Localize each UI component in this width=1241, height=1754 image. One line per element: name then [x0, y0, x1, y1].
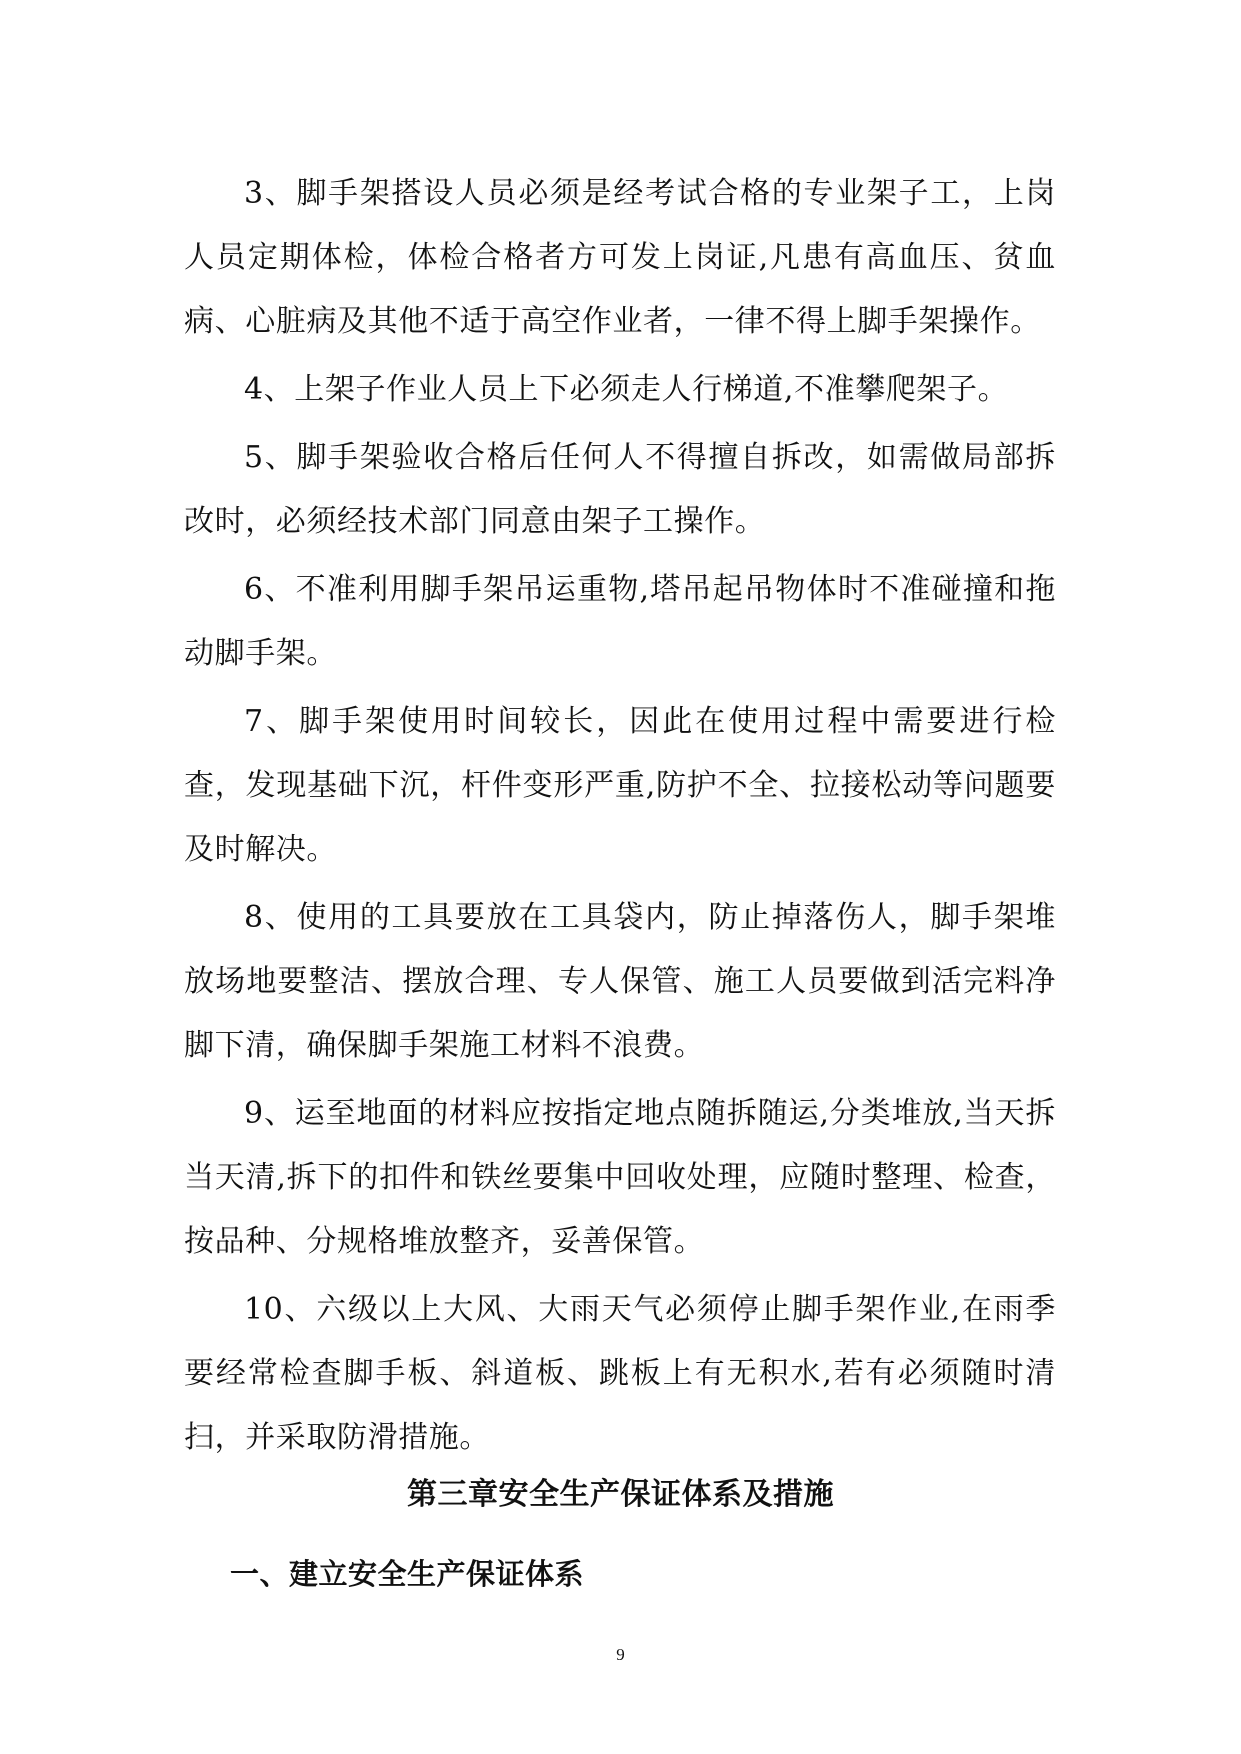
- paragraph-item-5: 5、脚手架验收合格后任何人不得擅自拆改，如需做局部拆改时，必须经技术部门同意由架子工操作。: [184, 440, 1056, 539]
- paragraph-item-8: 8、使用的工具要放在工具袋内，防止掉落伤人，脚手架堆放场地要整洁、摆放合理、专人保管、施工人员要做到活完料净脚下清，确保脚手架施工材料不浪费。: [184, 900, 1056, 1063]
- chapter-title: 第三章安全生产保证体系及措施: [407, 1477, 834, 1512]
- paragraph-item-9: 9、运至地面的材料应按指定地点随拆随运,分类堆放,当天拆当天清,拆下的扣件和铁丝要集中回收处理，应随时整理、检查，按品种、分规格堆放整齐，妥善保管。: [184, 1096, 1056, 1259]
- paragraph-item-4: 4、上架子作业人员上下必须走人行梯道,不准攀爬架子。: [244, 372, 1009, 407]
- page-number: 9: [616, 1645, 625, 1664]
- paragraph-item-6: 6、不准利用脚手架吊运重物,塔吊起吊物体时不准碰撞和拖动脚手架。: [184, 572, 1056, 671]
- paragraph-item-7: 7、脚手架使用时间较长，因此在使用过程中需要进行检查，发现基础下沉，杆件变形严重,防护不全、拉接松动等问题要及时解决。: [184, 704, 1056, 867]
- paragraph-item-10: 10、六级以上大风、大雨天气必须停止脚手架作业,在雨季要经常检查脚手板、斜道板、跳板上有无积水,若有必须随时清扫，并采取防滑措施。: [184, 1292, 1056, 1455]
- body-text: [184, 162, 1056, 1474]
- section-heading: 一、建立安全生产保证体系: [230, 1557, 585, 1591]
- paragraph-item-3: 3、脚手架搭设人员必须是经考试合格的专业架子工，上岗人员定期体检，体检合格者方可发上岗证,凡患有高血压、贫血病、心脏病及其他不适于高空作业者，一律不得上脚手架操作。: [184, 176, 1056, 339]
